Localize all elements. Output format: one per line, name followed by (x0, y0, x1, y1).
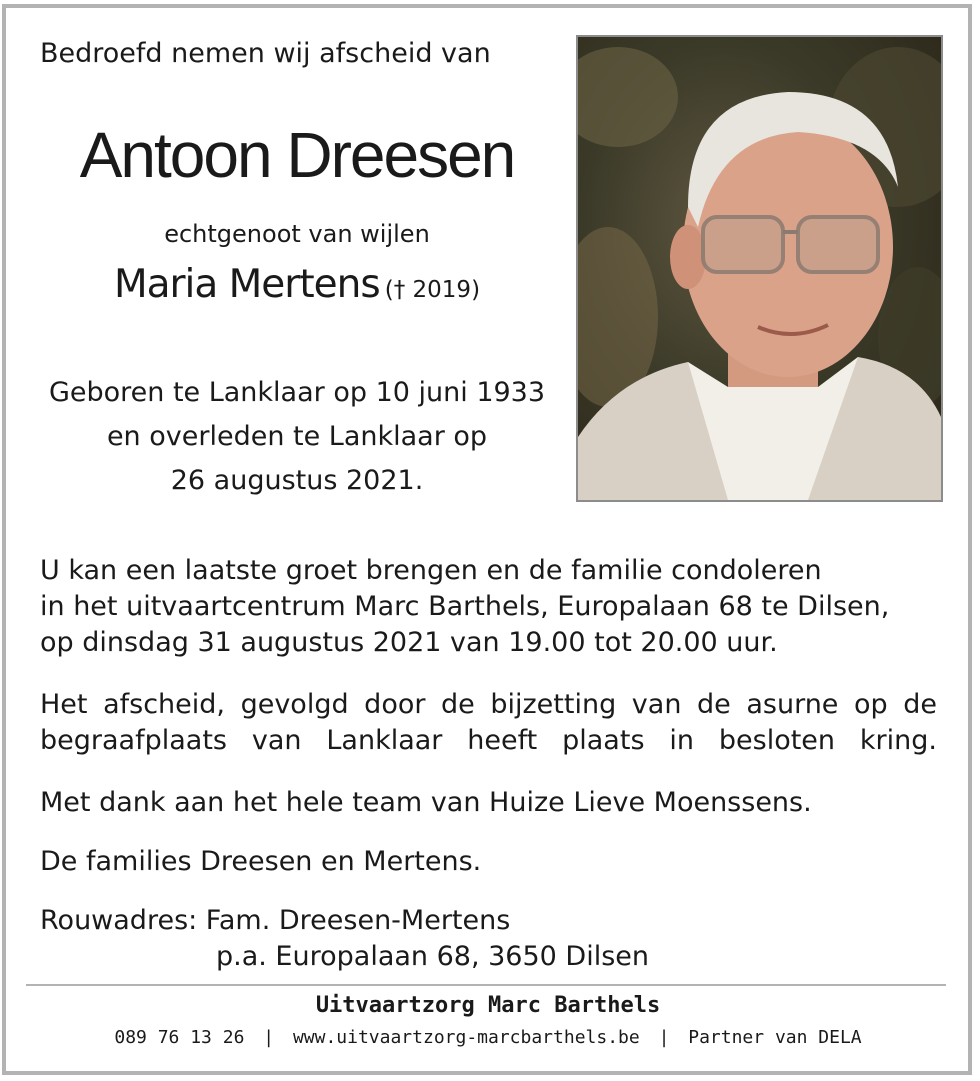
visitation-line-1: U kan een laatste groet brengen en de familie condoleren (40, 555, 822, 586)
farewell-text: Het afscheid, gevolgd door de bijzetting van de asurne op de begraafplaats van Lanklaar heeft plaats in besloten kring. (40, 689, 937, 756)
spouse-label: echtgenoot van wijlen (164, 220, 430, 248)
address-line-1: Rouwadres: Fam. Dreesen-Mertens (40, 905, 511, 936)
birth-death-info (42, 371, 552, 503)
birth-line-3: 26 augustus 2021. (170, 465, 424, 496)
spouse-name: Maria Mertens (113, 262, 380, 307)
address-block (40, 903, 649, 975)
footer-contact-line (0, 1027, 976, 1048)
birth-line-1: Geboren te Lanklaar op 10 juni 1933 (48, 377, 546, 408)
families-paragraph: De families Dreesen en Mertens. (40, 846, 482, 877)
thanks-paragraph: Met dank aan het hele team van Huize Lieve Moenssens. (40, 787, 812, 818)
portrait-icon (578, 37, 941, 500)
funeral-company-name: Uitvaartzorg Marc Barthels (315, 993, 661, 1018)
deceased-name: Antoon Dreesen (79, 119, 515, 191)
footer-divider (26, 984, 946, 986)
birth-line-2: en overleden te Lanklaar op (106, 421, 488, 452)
portrait-photo (576, 35, 943, 502)
footer-partner: Partner van DELA (688, 1027, 862, 1048)
footer-phone: 089 76 13 26 (114, 1027, 245, 1048)
visitation-line-3: op dinsdag 31 augustus 2021 van 19.00 tot 20.00 uur. (40, 627, 778, 658)
address-line-2: p.a. Europalaan 68, 3650 Dilsen (216, 941, 650, 972)
visitation-line-2: in het uitvaartcentrum Marc Barthels, Europalaan 68 te Dilsen, (40, 591, 890, 622)
farewell-paragraph (40, 687, 937, 759)
intro-text: Bedroefd nemen wij afscheid van (40, 38, 491, 69)
footer-separator: | (263, 1027, 275, 1048)
footer-website: www.uitvaartzorg-marcbarthels.be (292, 1027, 640, 1048)
visitation-paragraph (40, 553, 889, 661)
spouse-death-year: († 2019) (384, 277, 481, 303)
footer-separator: | (658, 1027, 670, 1048)
spouse-line (42, 262, 552, 307)
